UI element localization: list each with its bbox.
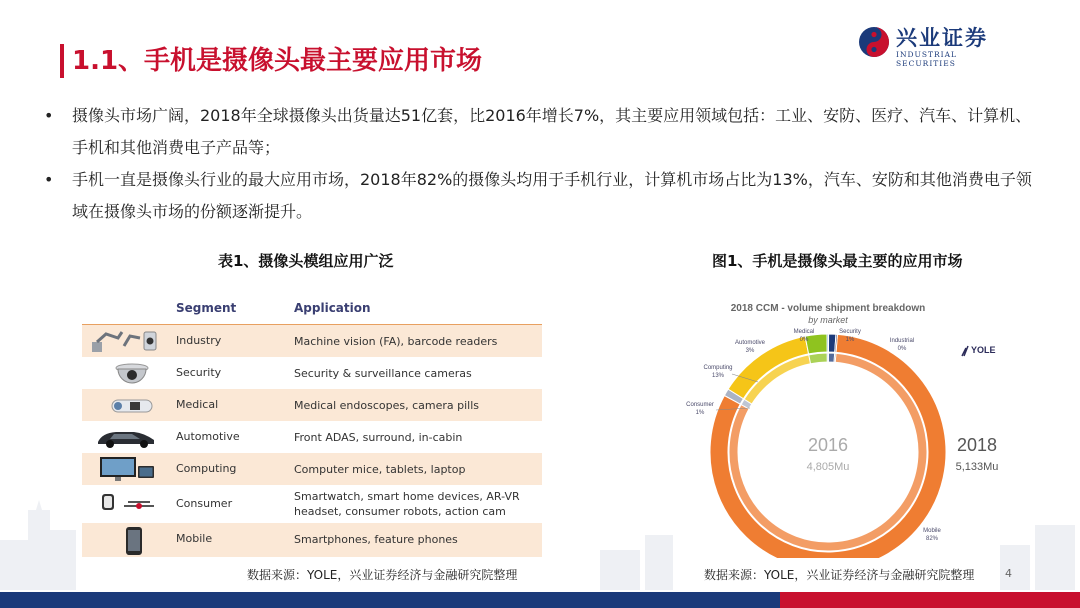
company-logo [858, 22, 1018, 66]
table-row [82, 421, 542, 453]
slice-value-label: 1% [695, 410, 705, 416]
slice-value-label: 3% [745, 348, 755, 354]
outer-year-label: 2018 [956, 435, 998, 455]
segment-label: Mobile [176, 532, 213, 545]
table-header [82, 292, 542, 325]
bullet-list [40, 100, 1040, 228]
slice-value-label: 13% [711, 373, 725, 379]
slice-value-label: 82% [925, 536, 939, 542]
outer-total-label: 5,133Mu [955, 461, 999, 473]
smartwatch-icon [88, 488, 158, 520]
table-caption: 表1、摄像头模组应用广泛 [218, 252, 394, 270]
shipment-chart [680, 290, 1060, 558]
application-label: Machine vision (FA), barcode readers [294, 335, 498, 348]
slice-name-label: Industrial [889, 338, 915, 344]
page-number: 4 [1005, 567, 1012, 580]
slice-value-label: 1% [845, 337, 855, 343]
figure-source: 数据来源：YOLE，兴业证券经济与金融研究院整理 [704, 568, 975, 582]
robot-arm-icon [88, 328, 158, 354]
yole-brand-text: YOLE [971, 345, 996, 355]
table-row [82, 453, 542, 485]
dome-camera-icon [88, 360, 158, 386]
application-table [82, 292, 542, 557]
segment-label: Consumer [176, 497, 233, 510]
title-accent-bar [60, 44, 64, 78]
footer-band [0, 592, 1080, 608]
slice-name-label: Consumer [686, 402, 714, 408]
car-icon [88, 424, 158, 450]
slice-name-label: Mobile [923, 528, 941, 534]
table-source: 数据来源：YOLE，兴业证券经济与金融研究院整理 [247, 568, 518, 582]
figure-caption: 图1、手机是摄像头最主要的应用市场 [712, 252, 963, 270]
footer-band-red [780, 592, 1080, 608]
application-label: Front ADAS, surround, in-cabin [294, 431, 463, 444]
table-row [82, 389, 542, 421]
table-row [82, 357, 542, 389]
camera-pill-icon [88, 392, 158, 418]
bullet-dot-icon: • [44, 106, 54, 125]
chart-subtitle: by market [808, 315, 848, 325]
header-application: Application [294, 301, 371, 315]
application-line: Smartwatch, smart home devices, AR-VR [294, 490, 520, 503]
bullet-text: 摄像头市场广阔，2018年全球摄像头出货量达51亿套，比2016年增长7%，其主要应用领域包括：工业、安防、医疗、汽车、计算机、手机和其他消费电子产品等； [72, 106, 1032, 157]
segment-label: Industry [176, 334, 222, 347]
application-label: Computer mice, tablets, laptop [294, 463, 466, 476]
slice-value-label: 0% [799, 337, 809, 343]
application-label: Medical endoscopes, camera pills [294, 399, 479, 412]
logo-mark-icon [858, 26, 890, 58]
logo-name-en: INDUSTRIAL SECURITIES [896, 50, 958, 68]
segment-label: Security [176, 366, 222, 379]
segment-label: Medical [176, 398, 219, 411]
yole-logo [962, 345, 996, 356]
monitor-icon [88, 456, 158, 482]
smartphone-icon [88, 526, 158, 556]
table-row [82, 523, 542, 557]
chart-title: 2018 CCM - volume shipment breakdown [730, 303, 926, 314]
application-label: Security & surveillance cameras [294, 367, 472, 380]
table-row [82, 325, 542, 357]
slice-name-label: Medical [793, 329, 815, 335]
slice-name-label: Security [839, 329, 861, 335]
application-line: headset, consumer robots, action cam [294, 505, 506, 518]
slice-name-label: Computing [703, 365, 733, 371]
inner-slice-industrial [834, 353, 836, 362]
outer-slice-automotive [805, 334, 827, 354]
logo-name-cn: 兴业证券 [896, 25, 988, 50]
footer-band-navy [0, 592, 780, 608]
segment-label: Automotive [176, 430, 240, 443]
page-title: 1.1、手机是摄像头最主要应用市场 [72, 46, 483, 76]
table-row [82, 485, 542, 523]
inner-total-label: 4,805Mu [806, 461, 850, 473]
application-label: Smartphones, feature phones [294, 533, 458, 546]
slice-value-label: 0% [897, 346, 907, 352]
bullet-item [40, 100, 1040, 164]
bullet-item [40, 164, 1040, 228]
bullet-dot-icon: • [44, 170, 54, 189]
donut-chart-svg [680, 290, 1060, 558]
inner-slice-automotive [809, 353, 828, 364]
slice-name-label: Automotive [734, 340, 766, 346]
bullet-text: 手机一直是摄像头行业的最大应用市场，2018年82%的摄像头均用于手机行业，计算机市场占比为13%，汽车、安防和其他消费电子领域在摄像头市场的份额逐渐提升。 [72, 170, 1032, 221]
application-label [294, 489, 520, 519]
inner-year-label: 2016 [807, 435, 849, 455]
header-segment: Segment [176, 301, 237, 315]
segment-label: Computing [176, 462, 237, 475]
